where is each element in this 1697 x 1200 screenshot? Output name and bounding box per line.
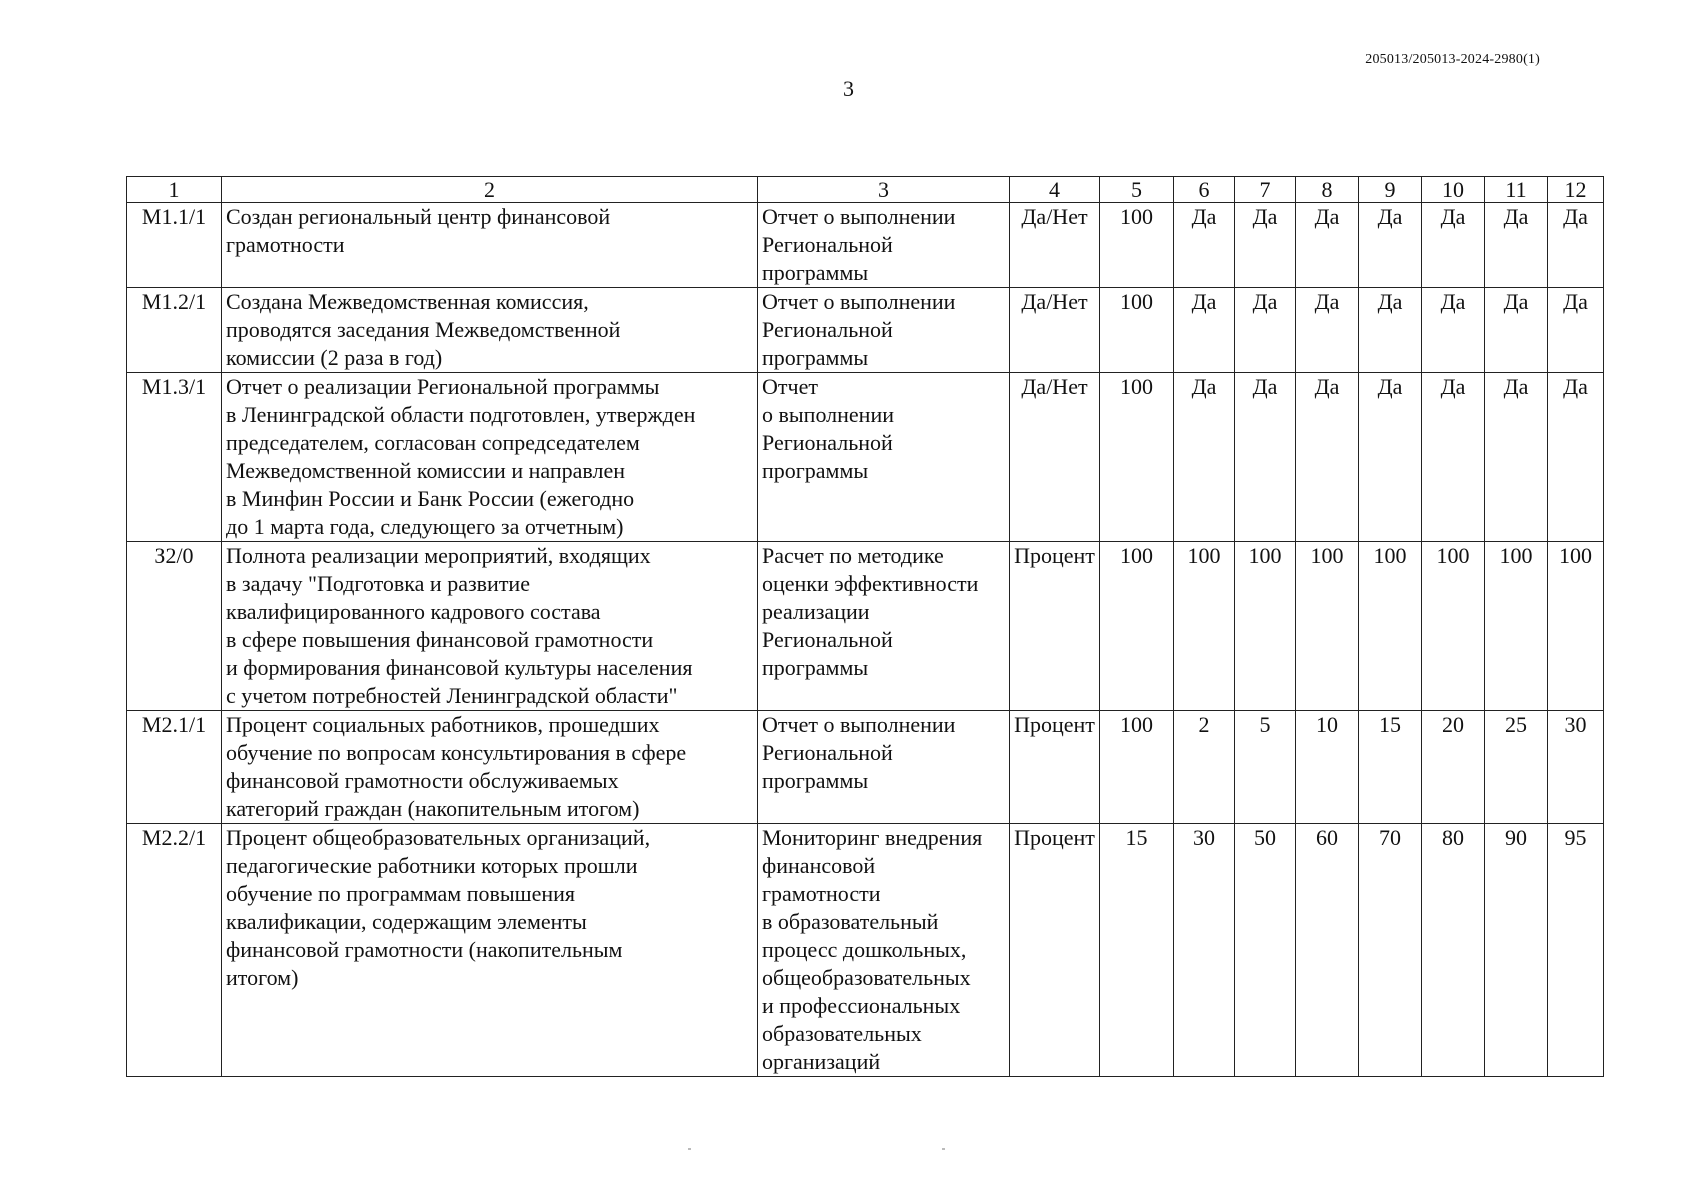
data-source xyxy=(758,203,1010,288)
indicator-name-line: Процент общеобразовательных организаций, xyxy=(226,825,651,850)
table-row xyxy=(127,373,1604,542)
value-cell-col-8: 60 xyxy=(1296,824,1359,1077)
data-source-line: реализации xyxy=(762,599,870,624)
value-cell-col-7: Да xyxy=(1235,203,1296,288)
indicator-name xyxy=(222,711,758,824)
data-source xyxy=(758,824,1010,1077)
indicator-name-line: финансовой грамотности (накопительным xyxy=(226,937,623,962)
indicator-name-line: в сфере повышения финансовой грамотности xyxy=(226,627,654,652)
value-cell-col-12: 95 xyxy=(1548,824,1604,1077)
value-cell-col-6: Да xyxy=(1174,203,1235,288)
data-source-line: оценки эффективности xyxy=(762,571,979,596)
data-source-line: общеобразовательных xyxy=(762,965,971,990)
document-id: 205013/205013-2024-2980(1) xyxy=(1365,52,1540,67)
data-source-line: Отчет о выполнении xyxy=(762,289,956,314)
value-cell-col-12: 100 xyxy=(1548,542,1604,711)
data-source-line: образовательных xyxy=(762,1021,922,1046)
data-source-line: Региональной xyxy=(762,232,893,257)
indicator-name-line: категорий граждан (накопительным итогом) xyxy=(226,796,640,821)
data-source-line: Отчет xyxy=(762,374,818,399)
value-cell-col-9: Да xyxy=(1359,288,1422,373)
table-row xyxy=(127,824,1604,1077)
value-cell-col-10: 20 xyxy=(1422,711,1485,824)
value-cell-col-10: Да xyxy=(1422,203,1485,288)
value-cell-col-5: 100 xyxy=(1100,711,1174,824)
indicators-table xyxy=(126,176,1604,1077)
indicator-name-line: и формирования финансовой культуры населения xyxy=(226,655,693,680)
value-cell-col-8: Да xyxy=(1296,373,1359,542)
unit-of-measure: Да/Нет xyxy=(1010,203,1100,288)
value-cell-col-11: Да xyxy=(1485,203,1548,288)
column-header-4: 4 xyxy=(1010,177,1100,203)
indicator-code: З2/0 xyxy=(127,542,222,711)
value-cell-col-10: Да xyxy=(1422,288,1485,373)
column-header-1: 1 xyxy=(127,177,222,203)
data-source-line: программы xyxy=(762,768,869,793)
data-source xyxy=(758,288,1010,373)
table-row xyxy=(127,542,1604,711)
column-header-12: 12 xyxy=(1548,177,1604,203)
indicator-name-line: квалифицированного кадрового состава xyxy=(226,599,601,624)
data-source xyxy=(758,542,1010,711)
value-cell-col-5: 100 xyxy=(1100,373,1174,542)
unit-of-measure: Да/Нет xyxy=(1010,288,1100,373)
value-cell-col-11: Да xyxy=(1485,288,1548,373)
value-cell-col-11: 25 xyxy=(1485,711,1548,824)
value-cell-col-12: Да xyxy=(1548,373,1604,542)
data-source-line: финансовой xyxy=(762,853,876,878)
indicator-name xyxy=(222,288,758,373)
unit-of-measure: Процент xyxy=(1010,542,1100,711)
unit-of-measure: Да/Нет xyxy=(1010,373,1100,542)
scan-speck xyxy=(942,1148,945,1150)
column-header-10: 10 xyxy=(1422,177,1485,203)
indicator-name-line: Межведомственной комиссии и направлен xyxy=(226,458,625,483)
indicator-name-line: проводятся заседания Межведомственной xyxy=(226,317,621,342)
column-header-9: 9 xyxy=(1359,177,1422,203)
indicator-code: М1.3/1 xyxy=(127,373,222,542)
value-cell-col-8: Да xyxy=(1296,288,1359,373)
column-header-6: 6 xyxy=(1174,177,1235,203)
table-row xyxy=(127,288,1604,373)
table-body xyxy=(127,177,1604,1077)
data-source xyxy=(758,711,1010,824)
value-cell-col-11: 100 xyxy=(1485,542,1548,711)
data-source-line: и профессиональных xyxy=(762,993,961,1018)
column-header-8: 8 xyxy=(1296,177,1359,203)
indicator-name-line: педагогические работники которых прошли xyxy=(226,853,638,878)
data-source-line: Региональной xyxy=(762,740,893,765)
indicator-name xyxy=(222,203,758,288)
column-header-7: 7 xyxy=(1235,177,1296,203)
column-header-11: 11 xyxy=(1485,177,1548,203)
value-cell-col-12: Да xyxy=(1548,288,1604,373)
scan-speck xyxy=(688,1148,691,1150)
value-cell-col-8: 100 xyxy=(1296,542,1359,711)
value-cell-col-9: 70 xyxy=(1359,824,1422,1077)
indicator-name-line: финансовой грамотности обслуживаемых xyxy=(226,768,619,793)
value-cell-col-6: Да xyxy=(1174,288,1235,373)
data-source-line: программы xyxy=(762,260,869,285)
data-source-line: Отчет о выполнении xyxy=(762,204,956,229)
value-cell-col-9: 15 xyxy=(1359,711,1422,824)
indicator-name-line: в Ленинградской области подготовлен, утвержден xyxy=(226,402,696,427)
indicator-name-line: обучение по программам повышения xyxy=(226,881,576,906)
data-source-line: Мониторинг внедрения xyxy=(762,825,983,850)
value-cell-col-7: 5 xyxy=(1235,711,1296,824)
page-number xyxy=(0,76,1697,102)
indicator-code: М1.2/1 xyxy=(127,288,222,373)
indicator-name-line: грамотности xyxy=(226,232,345,257)
value-cell-col-6: 100 xyxy=(1174,542,1235,711)
value-cell-col-6: Да xyxy=(1174,373,1235,542)
value-cell-col-10: 100 xyxy=(1422,542,1485,711)
data-source-line: организаций xyxy=(762,1049,881,1074)
value-cell-col-12: Да xyxy=(1548,203,1604,288)
value-cell-col-10: 80 xyxy=(1422,824,1485,1077)
indicator-code: М2.2/1 xyxy=(127,824,222,1077)
indicator-code: М1.1/1 xyxy=(127,203,222,288)
value-cell-col-9: 100 xyxy=(1359,542,1422,711)
value-cell-col-11: 90 xyxy=(1485,824,1548,1077)
value-cell-col-8: Да xyxy=(1296,203,1359,288)
indicator-name-line: Создан региональный центр финансовой xyxy=(226,204,611,229)
data-source-line: в образовательный xyxy=(762,909,939,934)
data-source-line: Отчет о выполнении xyxy=(762,712,956,737)
data-source-line: Региональной xyxy=(762,317,893,342)
column-header-5: 5 xyxy=(1100,177,1174,203)
column-header-3: 3 xyxy=(758,177,1010,203)
data-source-line: программы xyxy=(762,655,869,680)
data-source-line: процесс дошкольных, xyxy=(762,937,967,962)
indicator-name-line: комиссии (2 раза в год) xyxy=(226,345,443,370)
value-cell-col-5: 100 xyxy=(1100,203,1174,288)
data-source-line: программы xyxy=(762,345,869,370)
value-cell-col-7: Да xyxy=(1235,373,1296,542)
page-number-text: 3 xyxy=(843,76,854,101)
data-source-line: Региональной xyxy=(762,430,893,455)
indicator-name-line: Полнота реализации мероприятий, входящих xyxy=(226,543,651,568)
data-source-line: Региональной xyxy=(762,627,893,652)
value-cell-col-7: 100 xyxy=(1235,542,1296,711)
value-cell-col-6: 30 xyxy=(1174,824,1235,1077)
value-cell-col-7: Да xyxy=(1235,288,1296,373)
value-cell-col-8: 10 xyxy=(1296,711,1359,824)
table-row xyxy=(127,711,1604,824)
data-source-line: о выполнении xyxy=(762,402,894,427)
table-row xyxy=(127,203,1604,288)
value-cell-col-10: Да xyxy=(1422,373,1485,542)
data-source-line: Расчет по методике xyxy=(762,543,944,568)
data-source-line: грамотности xyxy=(762,881,881,906)
value-cell-col-6: 2 xyxy=(1174,711,1235,824)
indicator-name xyxy=(222,542,758,711)
data-source-line: программы xyxy=(762,458,869,483)
indicator-name-line: квалификации, содержащим элементы xyxy=(226,909,587,934)
value-cell-col-7: 50 xyxy=(1235,824,1296,1077)
value-cell-col-5: 100 xyxy=(1100,288,1174,373)
column-header-2: 2 xyxy=(222,177,758,203)
indicator-name-line: председателем, согласован сопредседателем xyxy=(226,430,640,455)
indicator-name-line: обучение по вопросам консультирования в сфере xyxy=(226,740,687,765)
indicator-name-line: с учетом потребностей Ленинградской области" xyxy=(226,683,678,708)
unit-of-measure: Процент xyxy=(1010,824,1100,1077)
indicator-name-line: Создана Межведомственная комиссия, xyxy=(226,289,589,314)
indicator-name xyxy=(222,373,758,542)
indicator-code: М2.1/1 xyxy=(127,711,222,824)
indicator-name-line: в задачу "Подготовка и развитие xyxy=(226,571,530,596)
indicator-name-line: Процент социальных работников, прошедших xyxy=(226,712,660,737)
value-cell-col-9: Да xyxy=(1359,203,1422,288)
value-cell-col-11: Да xyxy=(1485,373,1548,542)
value-cell-col-9: Да xyxy=(1359,373,1422,542)
value-cell-col-12: 30 xyxy=(1548,711,1604,824)
indicator-name-line: Отчет о реализации Региональной программы xyxy=(226,374,660,399)
unit-of-measure: Процент xyxy=(1010,711,1100,824)
indicator-name-line: до 1 марта года, следующего за отчетным) xyxy=(226,514,624,539)
value-cell-col-5: 15 xyxy=(1100,824,1174,1077)
value-cell-col-5: 100 xyxy=(1100,542,1174,711)
indicator-name-line: в Минфин России и Банк России (ежегодно xyxy=(226,486,635,511)
data-source xyxy=(758,373,1010,542)
table-header-row xyxy=(127,177,1604,203)
indicator-name-line: итогом) xyxy=(226,965,299,990)
indicator-name xyxy=(222,824,758,1077)
